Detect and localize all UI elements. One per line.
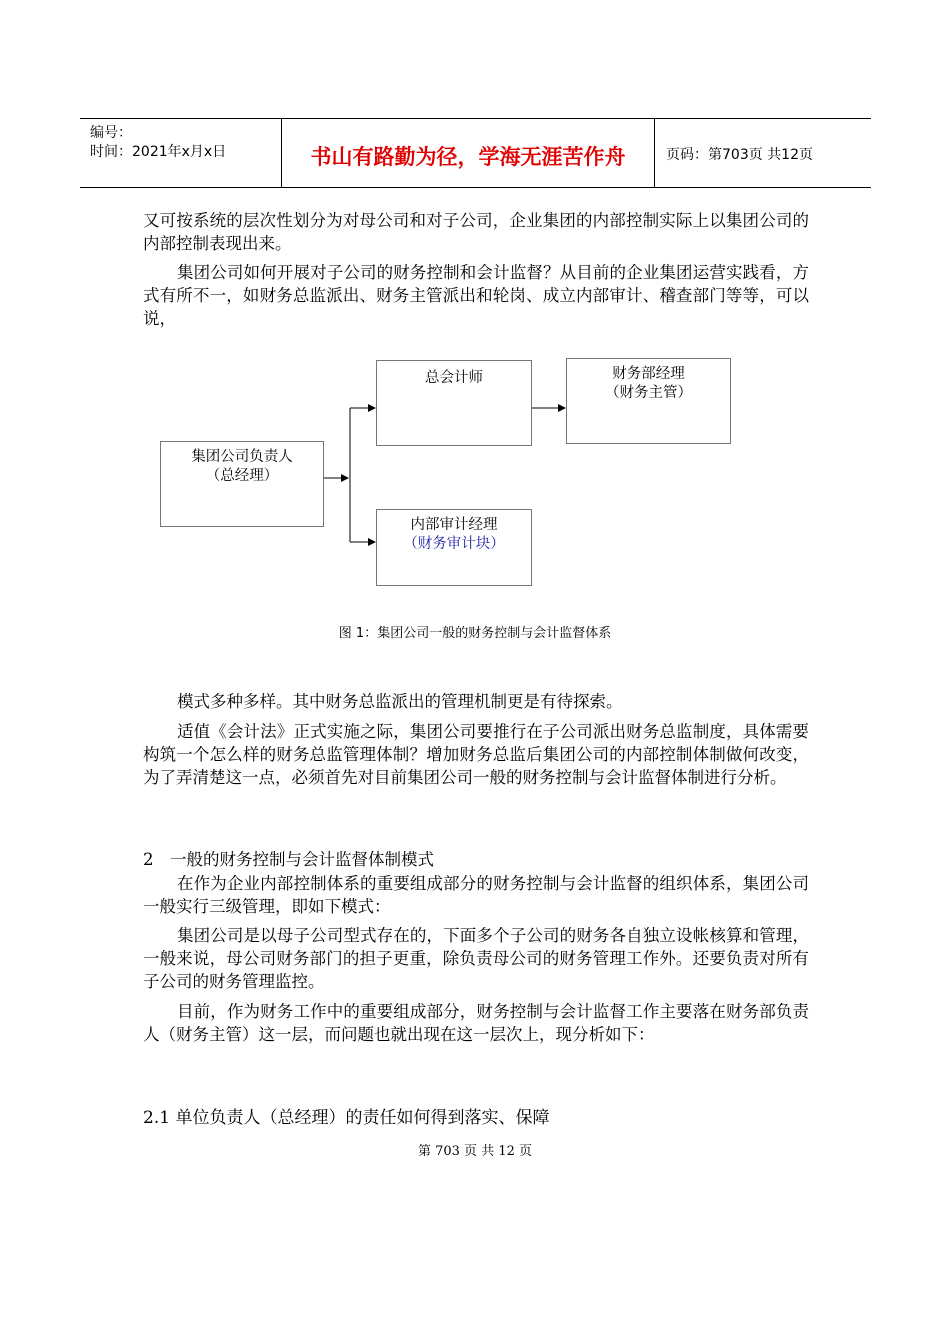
paragraph-6: 集团公司是以母子公司型式存在的，下面多个子公司的财务各自独立设帐核算和管理，一般来说，母公司财务部门的担子更重，除负责母公司的财务管理工作外。还要负责对所有子公司的财务管理监控。 xyxy=(143,926,809,991)
box-finance-manager xyxy=(566,358,731,444)
finance-manager-subtitle: （财务主管） xyxy=(605,385,692,401)
serial-label: 编号： xyxy=(90,125,132,141)
paragraph-3: 模式多种多样。其中财务总监派出的管理机制更是有待探索。 xyxy=(177,692,623,711)
section-heading-2-1: 2.1 单位负责人（总经理）的责任如何得到落实、保障 xyxy=(143,1108,550,1128)
internal-audit-subtitle: （财务审计块） xyxy=(403,536,505,552)
box-group-head xyxy=(160,441,324,527)
group-head-title: 集团公司负责人 xyxy=(191,449,293,465)
finance-manager-title: 财务部经理 xyxy=(612,366,685,382)
header-page-number: 页码：第703页 共12页 xyxy=(666,147,813,163)
chief-accountant-title: 总会计师 xyxy=(425,370,483,386)
paragraph-5: 在作为企业内部控制体系的重要组成部分的财务控制与会计监督的组织体系，集团公司一般实行三级管理，即如下模式： xyxy=(143,874,809,916)
section-heading-2: 2 一般的财务控制与会计监督体制模式 xyxy=(143,850,434,869)
group-head-subtitle: （总经理） xyxy=(205,468,279,484)
motto: 书山有路勤为径，学海无涯苦作舟 xyxy=(310,145,626,169)
figure-caption: 图 1：集团公司一般的财务控制与会计监督体系 xyxy=(338,626,612,641)
box-chief-accountant xyxy=(376,360,532,446)
time-label: 时间：2021年x月x日 xyxy=(90,144,227,160)
paragraph-4: 适值《会计法》正式实施之际，集团公司要推行在子公司派出财务总监制度，具体需要构筑一个怎么样的财务总监管理体制？增加财务总监后集团公司的内部控制体制做何改变，为了弄清楚这一点，必须首先对目前集团公司一般的财务控制与会计监督体制进行分析。 xyxy=(143,722,809,787)
paragraph-1: 又可按系统的层次性划分为对母公司和对子公司，企业集团的内部控制实际上以集团公司的内部控制表现出来。 xyxy=(143,211,809,253)
paragraph-2: 集团公司如何开展对子公司的财务控制和会计监督？从目前的企业集团运营实践看，方式有所不一，如财务总监派出、财务主管派出和轮岗、成立内部审计、稽查部门等等，可以说， xyxy=(143,263,809,328)
internal-audit-title: 内部审计经理 xyxy=(410,517,498,533)
paragraph-7: 目前，作为财务工作中的重要组成部分，财务控制与会计监督工作主要落在财务部负责人（财务主管）这一层，而问题也就出现在这一层次上，现分析如下： xyxy=(143,1002,809,1044)
box-internal-audit xyxy=(376,509,532,586)
page-footer: 第 703 页 共 12 页 xyxy=(417,1144,533,1159)
